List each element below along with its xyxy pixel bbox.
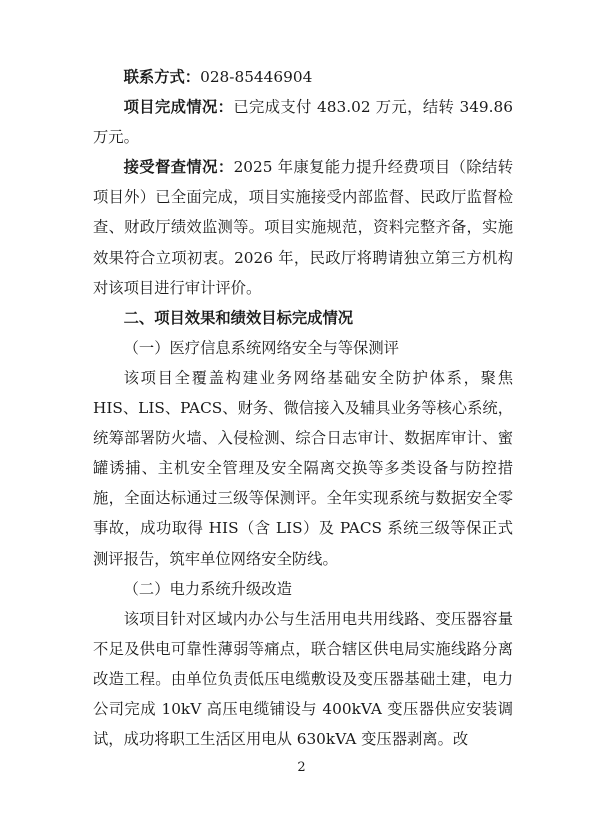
completion-paragraph	[93, 92, 513, 152]
contact-value: 028-85446904	[200, 68, 313, 86]
section-heading: 二、项目效果和绩效目标完成情况	[123, 308, 354, 327]
content-block-top	[93, 62, 513, 754]
completion-label: 项目完成情况：	[123, 98, 234, 117]
contact-label: 联系方式：	[123, 68, 201, 86]
subsection-1-title: （一）医疗信息系统网络安全与等保测评	[123, 338, 399, 357]
supervision-paragraph	[93, 152, 513, 302]
page-number: 2	[297, 760, 306, 775]
subsection-2-body: 该项目针对区域内办公与生活用电共用线路、变压器容量不足及供电可靠性薄弱等痛点，联合辖区供电局实施线路分离改造工程。由单位负责低压电缆敷设及变压器基础土建，电力公司完成 10kV 高压电缆铺设与 400kVA 变压器供应安装调试，成功将职工生活区用电从 630kVA 变压器剥离。改	[93, 609, 513, 749]
contact-paragraph	[93, 62, 513, 92]
subsection-1-body: 该项目全覆盖构建业务网络基础安全防护体系，聚焦 HIS、LIS、PACS、财务、微信接入及辅具业务等核心系统，统筹部署防火墙、入侵检测、综合日志审计、数据库审计、蜜罐诱捕、主机安全管理及安全隔离交换等多类设备与防控措施，全面达标通过三级等保测评。全年实现系统与数据安全零事故，成功取得 HIS（含 LIS）及 PACS 系统三级等保正式测评报告，筑牢单位网络安全防线。	[93, 368, 513, 568]
subsection-2-title: （二）电力系统升级改造	[123, 579, 292, 598]
supervision-label: 接受督查情况：	[123, 158, 234, 177]
supervision-value: 2025 年康复能力提升经费项目（除结转项目外）已全面完成，项目实施接受内部监督、民政厅监督检查、财政厅绩效监测等。项目实施规范，资料完整齐备，实施效果符合立项初衷。2026 年，民政厅将聘请独立第三方机构对该项目进行审计评价。	[93, 158, 513, 297]
completion-value: 已完成支付 483.02 万元，结转 349.86 万元。	[93, 98, 513, 147]
